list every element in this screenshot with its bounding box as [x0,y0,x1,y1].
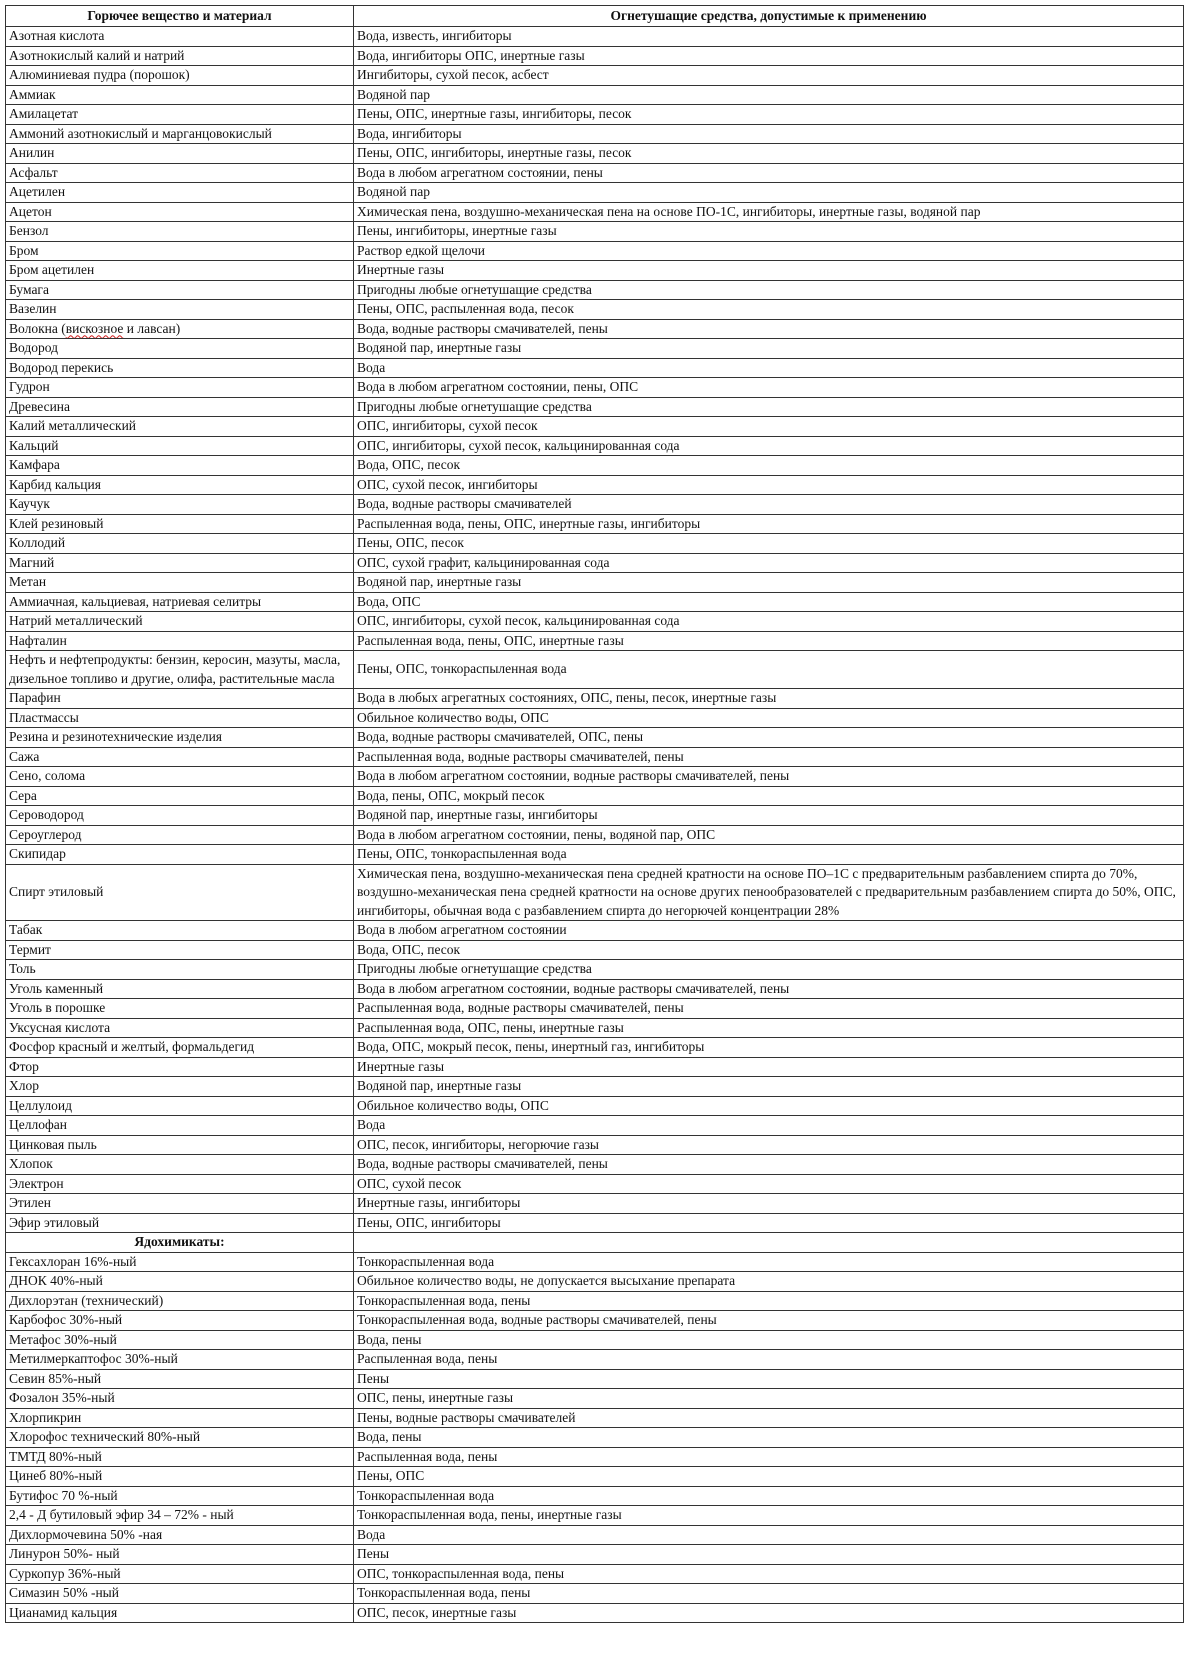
table-row [6,85,1184,105]
table-row [6,46,1184,66]
substance-cell: Метилмеркаптофос 30%-ный [6,1350,354,1370]
agents-cell: Пены, водные растворы смачивателей [354,1408,1184,1428]
table-row [6,495,1184,515]
table-row [6,592,1184,612]
substance-cell: Аммиачная, кальциевая, натриевая селитры [6,592,354,612]
table-row [6,689,1184,709]
agents-cell: Распыленная вода, пены [354,1447,1184,1467]
substance-cell: ТМТД 80%-ный [6,1447,354,1467]
table-row [6,1252,1184,1272]
table-row [6,1116,1184,1136]
table-row [6,1096,1184,1116]
agents-cell: Вода в любых агрегатных состояниях, ОПС, пены, песок, инертные газы [354,689,1184,709]
substance-cell: Гудрон [6,378,354,398]
substance-cell: Дихлорэтан (технический) [6,1291,354,1311]
substance-cell: Бутифос 70 %-ный [6,1486,354,1506]
table-row [6,1311,1184,1331]
agents-cell: Пены, ОПС, ингибиторы, инертные газы, песок [354,144,1184,164]
substance-cell: Этилен [6,1194,354,1214]
table-row [6,612,1184,632]
substance-cell: Уксусная кислота [6,1018,354,1038]
agents-cell: Вода, водные растворы смачивателей [354,495,1184,515]
agents-cell: Вода, ОПС [354,592,1184,612]
agents-cell: Инертные газы [354,1057,1184,1077]
spellcheck-word: вискозное [65,320,124,336]
table-row [6,845,1184,865]
table-row [6,1603,1184,1623]
agents-cell: Вода [354,1116,1184,1136]
agents-cell: Инертные газы, ингибиторы [354,1194,1184,1214]
agents-cell: Пригодны любые огнетушащие средства [354,280,1184,300]
agents-cell: ОПС, песок, ингибиторы, негорючие газы [354,1135,1184,1155]
table-body [6,27,1184,1623]
substance-cell: Коллодий [6,534,354,554]
agents-cell: Тонкораспыленная вода, пены, инертные газы [354,1506,1184,1526]
header-substance: Горючее вещество и материал [6,6,354,27]
agents-cell: Вода, известь, ингибиторы [354,27,1184,47]
table-row [6,747,1184,767]
table-row [6,358,1184,378]
table-row [6,1447,1184,1467]
agents-cell: Пены, ОПС, инертные газы, ингибиторы, песок [354,105,1184,125]
agents-cell: Вода, ОПС, мокрый песок, пены, инертный газ, ингибиторы [354,1038,1184,1058]
agents-cell: Водяной пар, инертные газы [354,1077,1184,1097]
agents-cell: ОПС, тонкораспыленная вода, пены [354,1564,1184,1584]
agents-cell: Водяной пар [354,85,1184,105]
table-header-row [6,6,1184,27]
table-row [6,241,1184,261]
table-row [6,960,1184,980]
agents-cell: Обильное количество воды, ОПС [354,708,1184,728]
table-row [6,921,1184,941]
substance-cell: Аммоний азотнокислый и марганцовокислый [6,124,354,144]
substance-cell: Калий металлический [6,417,354,437]
agents-cell: Распыленная вода, ОПС, пены, инертные газы [354,1018,1184,1038]
substance-cell: Уголь каменный [6,979,354,999]
agents-cell: Химическая пена, воздушно-механическая пена на основе ПО-1С, ингибиторы, инертные газы, водяной пар [354,202,1184,222]
agents-cell: Обильное количество воды, не допускается высыхание препарата [354,1272,1184,1292]
agents-cell: Пены, ОПС, тонкораспыленная вода [354,845,1184,865]
agents-cell: ОПС, ингибиторы, сухой песок, кальцинированная сода [354,612,1184,632]
table-row [6,27,1184,47]
agents-cell: Пригодны любые огнетушащие средства [354,397,1184,417]
table-row [6,1564,1184,1584]
table-row [6,378,1184,398]
agents-cell: Вода в любом агрегатном состоянии, водные растворы смачивателей, пены [354,979,1184,999]
substance-cell: Водород [6,339,354,359]
table-row [6,1155,1184,1175]
substance-cell: Электрон [6,1174,354,1194]
table-row [6,806,1184,826]
agents-cell: Вода в любом агрегатном состоянии [354,921,1184,941]
agents-cell: Водяной пар, инертные газы [354,573,1184,593]
substance-cell: Кальций [6,436,354,456]
table-row [6,144,1184,164]
agents-cell: Вода, водные растворы смачивателей, пены [354,319,1184,339]
agents-cell: Вода в любом агрегатном состоянии, пены [354,163,1184,183]
substance-cell: Бумага [6,280,354,300]
table-row [6,1467,1184,1487]
substance-cell: Азотная кислота [6,27,354,47]
substance-cell: Метафос 30%-ный [6,1330,354,1350]
section-title: Ядохимикаты: [6,1233,354,1253]
table-row [6,651,1184,689]
table-row [6,397,1184,417]
agents-cell: Химическая пена, воздушно-механическая пена средней кратности на основе ПО–1С с предварительным разбавлением спирта до 70%, воздушно-механическая пена средней кратности на основе других пенообразователей с предварительным разбавлением спирта до 50%, ОПС, ингибиторы, обычная вода с разбавлением спирта до негорючей концентрации 28% [354,864,1184,921]
substance-cell: Асфальт [6,163,354,183]
substance-cell: Метан [6,573,354,593]
substance-cell: Гексахлоран 16%-ный [6,1252,354,1272]
agents-cell: Раствор едкой щелочи [354,241,1184,261]
table-row [6,1389,1184,1409]
agents-cell: Ингибиторы, сухой песок, асбест [354,66,1184,86]
substance-cell: Сероуглерод [6,825,354,845]
agents-cell: Пены, ОПС, ингибиторы [354,1213,1184,1233]
table-row [6,940,1184,960]
table-row [6,1545,1184,1565]
table-row [6,1057,1184,1077]
substance-cell: Пластмассы [6,708,354,728]
table-row [6,1369,1184,1389]
substance-cell: Карбид кальция [6,475,354,495]
substance-cell: Линурон 50%- ный [6,1545,354,1565]
substance-cell: Камфара [6,456,354,476]
table-row [6,1428,1184,1448]
substance-cell: Суркопур 36%-ный [6,1564,354,1584]
agents-cell: Вода, водные растворы смачивателей, пены [354,1155,1184,1175]
table-row [6,456,1184,476]
substance-cell: Табак [6,921,354,941]
table-row [6,864,1184,921]
table-row [6,1350,1184,1370]
substance-cell: Резина и резинотехнические изделия [6,728,354,748]
table-row [6,280,1184,300]
agents-cell: Вода в любом агрегатном состоянии, водные растворы смачивателей, пены [354,767,1184,787]
table-row [6,339,1184,359]
table-row [6,105,1184,125]
substance-cell: Азотнокислый калий и натрий [6,46,354,66]
table-row [6,66,1184,86]
substance-cell: Фтор [6,1057,354,1077]
agents-cell: ОПС, песок, инертные газы [354,1603,1184,1623]
agents-cell: Водяной пар, инертные газы, ингибиторы [354,806,1184,826]
section-empty-cell [354,1233,1184,1253]
agents-cell: Вода, ОПС, песок [354,456,1184,476]
agents-cell: ОПС, ингибиторы, сухой песок [354,417,1184,437]
agents-cell: ОПС, сухой графит, кальцинированная сода [354,553,1184,573]
agents-cell: Тонкораспыленная вода, пены [354,1584,1184,1604]
substance-cell: Цинеб 80%-ный [6,1467,354,1487]
table-row [6,708,1184,728]
table-row [6,786,1184,806]
substance-cell: Ацетилен [6,183,354,203]
agents-cell: Пены, ОПС [354,1467,1184,1487]
table-row [6,1194,1184,1214]
substance-cell: Севин 85%-ный [6,1369,354,1389]
agents-cell: ОПС, сухой песок [354,1174,1184,1194]
substance-cell: Хлорофос технический 80%-ный [6,1428,354,1448]
substance-cell: Нафталин [6,631,354,651]
agents-cell: Вода, пены [354,1330,1184,1350]
substance-cell: Сера [6,786,354,806]
substance-cell: Дихлормочевина 50% -ная [6,1525,354,1545]
agents-cell: Вода, водные растворы смачивателей, ОПС, пены [354,728,1184,748]
substance-cell: Древесина [6,397,354,417]
substance-cell: Цианамид кальция [6,1603,354,1623]
substance-cell: Карбофос 30%-ный [6,1311,354,1331]
agents-cell: Пены, ингибиторы, инертные газы [354,222,1184,242]
agents-cell: Вода в любом агрегатном состоянии, пены, ОПС [354,378,1184,398]
substance-cell: Бром [6,241,354,261]
substance-cell: Эфир этиловый [6,1213,354,1233]
table-row [6,1506,1184,1526]
table-row [6,1272,1184,1292]
agents-cell: Пены, ОПС, распыленная вода, песок [354,300,1184,320]
substance-cell: Сено, солома [6,767,354,787]
agents-cell: Распыленная вода, водные растворы смачивателей, пены [354,999,1184,1019]
table-row [6,1174,1184,1194]
substance-cell: Фозалон 35%-ный [6,1389,354,1409]
agents-cell: Пены, ОПС, тонкораспыленная вода [354,651,1184,689]
substance-cell: Хлор [6,1077,354,1097]
table-row [6,1525,1184,1545]
table-row [6,534,1184,554]
agents-cell: Тонкораспыленная вода, пены [354,1291,1184,1311]
agents-cell: Вода, ингибиторы ОПС, инертные газы [354,46,1184,66]
substance-cell: Ацетон [6,202,354,222]
table-row [6,979,1184,999]
substance-cell: Анилин [6,144,354,164]
substance-cell: Скипидар [6,845,354,865]
agents-cell: Распыленная вода, пены, ОПС, инертные газы, ингибиторы [354,514,1184,534]
table-row [6,163,1184,183]
agents-cell: Пены, ОПС, песок [354,534,1184,554]
agents-cell: Вода, ингибиторы [354,124,1184,144]
substance-cell: Водород перекись [6,358,354,378]
table-row [6,1486,1184,1506]
agents-cell: ОПС, сухой песок, ингибиторы [354,475,1184,495]
table-row [6,1077,1184,1097]
section-row [6,1233,1184,1253]
substance-cell: Натрий металлический [6,612,354,632]
substance-cell: Аммиак [6,85,354,105]
substance-cell: ДНОК 40%-ный [6,1272,354,1292]
substance-cell: Каучук [6,495,354,515]
agents-cell: Пены [354,1545,1184,1565]
substance-cell: Парафин [6,689,354,709]
table-row [6,202,1184,222]
table-row [6,1135,1184,1155]
table-row [6,124,1184,144]
table-row [6,475,1184,495]
agents-cell: Вода, пены, ОПС, мокрый песок [354,786,1184,806]
substance-cell: Алюминиевая пудра (порошок) [6,66,354,86]
table-row [6,1291,1184,1311]
substance-cell: Термит [6,940,354,960]
table-row [6,825,1184,845]
agents-cell: Вода, пены [354,1428,1184,1448]
header-agents: Огнетушащие средства, допустимые к применению [354,6,1184,27]
agents-cell: Инертные газы [354,261,1184,281]
table-row [6,767,1184,787]
table-row [6,319,1184,339]
agents-cell: Пены [354,1369,1184,1389]
substance-cell: Цинковая пыль [6,1135,354,1155]
table-row [6,1018,1184,1038]
substance-cell: Магний [6,553,354,573]
substance-cell: Фосфор красный и желтый, формальдегид [6,1038,354,1058]
agents-cell: Пригодны любые огнетушащие средства [354,960,1184,980]
substance-cell: Спирт этиловый [6,864,354,921]
table-row [6,222,1184,242]
table-row [6,553,1184,573]
table-row [6,436,1184,456]
agents-cell: Водяной пар [354,183,1184,203]
substance-cell: Целлулоид [6,1096,354,1116]
table-row [6,1330,1184,1350]
agents-cell: Вода [354,358,1184,378]
substance-cell: Уголь в порошке [6,999,354,1019]
fire-extinguishing-table [5,5,1184,1623]
table-row [6,1408,1184,1428]
agents-cell: Вода [354,1525,1184,1545]
table-row [6,1584,1184,1604]
agents-cell: Вода, ОПС, песок [354,940,1184,960]
table-row [6,183,1184,203]
agents-cell: ОПС, ингибиторы, сухой песок, кальцинированная сода [354,436,1184,456]
table-row [6,514,1184,534]
agents-cell: Тонкораспыленная вода [354,1252,1184,1272]
substance-cell: Хлорпикрин [6,1408,354,1428]
agents-cell: Распыленная вода, пены [354,1350,1184,1370]
agents-cell: Распыленная вода, пены, ОПС, инертные газы [354,631,1184,651]
substance-cell: Амилацетат [6,105,354,125]
agents-cell: Обильное количество воды, ОПС [354,1096,1184,1116]
table-row [6,573,1184,593]
agents-cell: ОПС, пены, инертные газы [354,1389,1184,1409]
substance-cell: Сажа [6,747,354,767]
substance-cell: Целлофан [6,1116,354,1136]
agents-cell: Водяной пар, инертные газы [354,339,1184,359]
table-row [6,1038,1184,1058]
table-row [6,300,1184,320]
substance-cell: Волокна (вискозное и лавсан) [6,319,354,339]
agents-cell: Распыленная вода, водные растворы смачивателей, пены [354,747,1184,767]
document-page [5,5,1183,1623]
substance-cell: Толь [6,960,354,980]
substance-cell: Сероводород [6,806,354,826]
substance-cell: Вазелин [6,300,354,320]
table-row [6,261,1184,281]
table-row [6,728,1184,748]
table-row [6,417,1184,437]
agents-cell: Вода в любом агрегатном состоянии, пены, водяной пар, ОПС [354,825,1184,845]
substance-cell: 2,4 - Д бутиловый эфир 34 – 72% - ный [6,1506,354,1526]
agents-cell: Тонкораспыленная вода, водные растворы смачивателей, пены [354,1311,1184,1331]
table-row [6,631,1184,651]
substance-cell: Симазин 50% -ный [6,1584,354,1604]
substance-cell: Бром ацетилен [6,261,354,281]
substance-cell: Хлопок [6,1155,354,1175]
table-row [6,1213,1184,1233]
agents-cell: Тонкораспыленная вода [354,1486,1184,1506]
table-row [6,999,1184,1019]
substance-cell: Клей резиновый [6,514,354,534]
substance-cell: Бензол [6,222,354,242]
substance-cell: Нефть и нефтепродукты: бензин, керосин, мазуты, масла, дизельное топливо и другие, олифа, растительные масла [6,651,354,689]
